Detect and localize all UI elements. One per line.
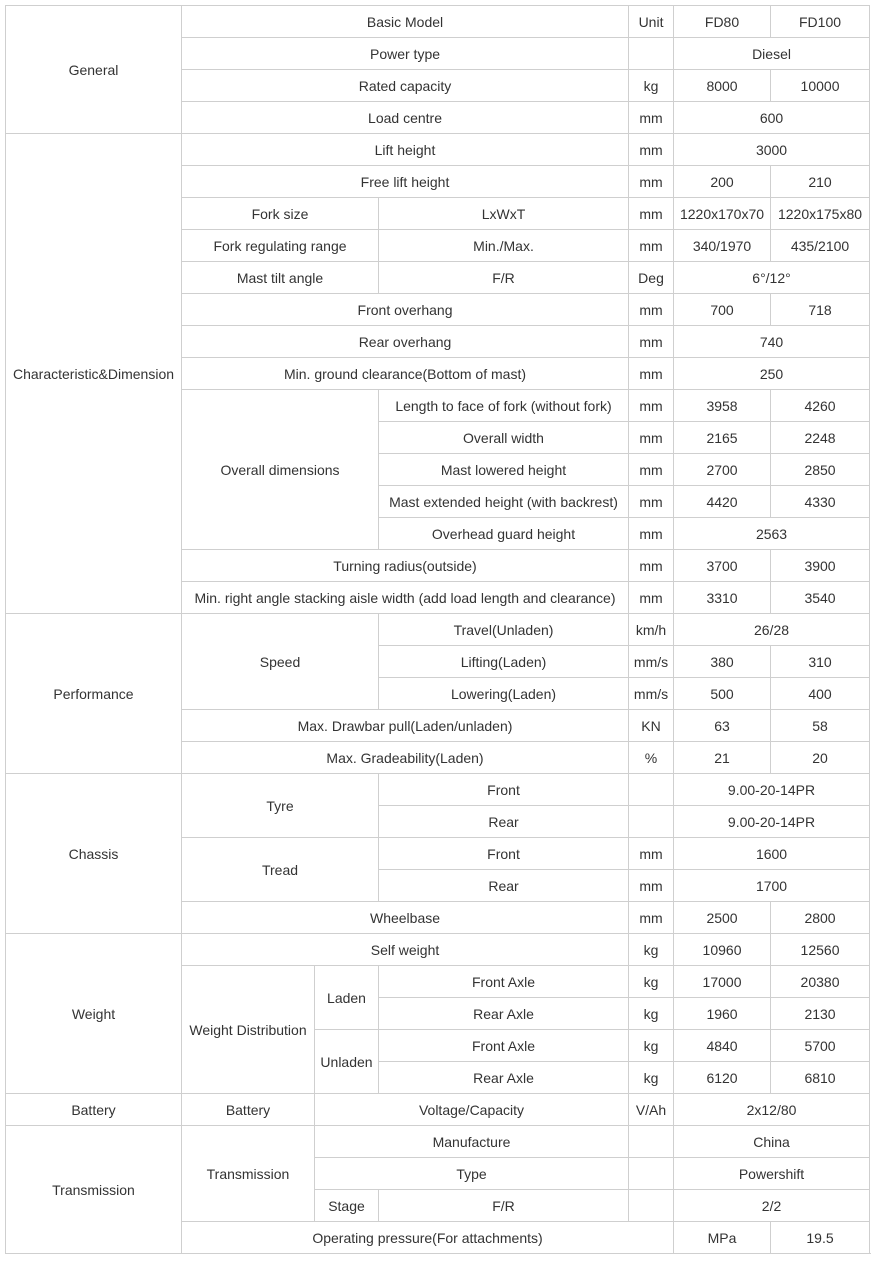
table-cell: 3700	[674, 550, 771, 582]
table-cell: mm	[629, 838, 674, 870]
table-cell: China	[674, 1126, 870, 1158]
table-cell: 310	[771, 646, 870, 678]
table-cell: 9.00-20-14PR	[674, 806, 870, 838]
table-cell: 2165	[674, 422, 771, 454]
table-cell: Transmission	[6, 1126, 182, 1254]
table-cell	[629, 806, 674, 838]
table-cell: 6°/12°	[674, 262, 870, 294]
table-cell: 2700	[674, 454, 771, 486]
table-cell: 4840	[674, 1030, 771, 1062]
table-cell: F/R	[379, 262, 629, 294]
table-cell: Tread	[182, 838, 379, 902]
table-cell: kg	[629, 934, 674, 966]
table-cell: 4330	[771, 486, 870, 518]
table-cell: 250	[674, 358, 870, 390]
table-cell: 600	[674, 102, 870, 134]
table-cell: General	[6, 6, 182, 134]
table-cell: Overall dimensions	[182, 390, 379, 550]
table-cell: 17000	[674, 966, 771, 998]
table-cell: Rear Axle	[379, 1062, 629, 1094]
table-cell: Mast tilt angle	[182, 262, 379, 294]
table-cell: Battery	[182, 1094, 315, 1126]
table-cell: mm/s	[629, 678, 674, 710]
table-cell: Min./Max.	[379, 230, 629, 262]
table-cell: Diesel	[674, 38, 870, 70]
table-cell: Lift height	[182, 134, 629, 166]
table-cell: Unladen	[315, 1030, 379, 1094]
table-cell: km/h	[629, 614, 674, 646]
table-row	[6, 614, 870, 646]
table-cell: Load centre	[182, 102, 629, 134]
table-cell: 1700	[674, 870, 870, 902]
table-cell: mm	[629, 550, 674, 582]
spec-table	[5, 5, 870, 1254]
table-cell: Front Axle	[379, 966, 629, 998]
table-cell: 4260	[771, 390, 870, 422]
table-cell: V/Ah	[629, 1094, 674, 1126]
table-row	[6, 774, 870, 806]
table-cell: Front Axle	[379, 1030, 629, 1062]
table-cell: 2500	[674, 902, 771, 934]
table-cell: Front overhang	[182, 294, 629, 326]
table-cell: Overhead guard height	[379, 518, 629, 550]
table-cell: FD80	[674, 6, 771, 38]
table-cell: Lifting(Laden)	[379, 646, 629, 678]
table-cell: Lowering(Laden)	[379, 678, 629, 710]
table-cell: 2x12/80	[674, 1094, 870, 1126]
table-cell: Wheelbase	[182, 902, 629, 934]
table-cell	[629, 38, 674, 70]
table-cell: FD100	[771, 6, 870, 38]
table-cell: Max. Drawbar pull(Laden/unladen)	[182, 710, 629, 742]
table-cell: 10960	[674, 934, 771, 966]
table-cell: 380	[674, 646, 771, 678]
table-cell: 718	[771, 294, 870, 326]
table-cell: Mast extended height (with backrest)	[379, 486, 629, 518]
table-cell: MPa	[674, 1222, 771, 1254]
table-cell	[629, 774, 674, 806]
table-cell: 4420	[674, 486, 771, 518]
table-cell: kg	[629, 998, 674, 1030]
table-cell: 2248	[771, 422, 870, 454]
table-cell: 2563	[674, 518, 870, 550]
table-cell: %	[629, 742, 674, 774]
table-cell: KN	[629, 710, 674, 742]
table-cell: 3900	[771, 550, 870, 582]
table-cell: 2/2	[674, 1190, 870, 1222]
table-cell: 58	[771, 710, 870, 742]
table-cell: 10000	[771, 70, 870, 102]
table-cell: F/R	[379, 1190, 629, 1222]
table-cell: 20380	[771, 966, 870, 998]
table-cell: mm	[629, 294, 674, 326]
table-cell: Length to face of fork (without fork)	[379, 390, 629, 422]
table-cell: Voltage/Capacity	[315, 1094, 629, 1126]
table-cell: 26/28	[674, 614, 870, 646]
table-cell	[629, 1190, 674, 1222]
table-cell: Mast lowered height	[379, 454, 629, 486]
table-cell: 740	[674, 326, 870, 358]
table-cell	[629, 1158, 674, 1190]
table-cell: Basic Model	[182, 6, 629, 38]
table-cell: 400	[771, 678, 870, 710]
table-cell: 3000	[674, 134, 870, 166]
table-cell: mm/s	[629, 646, 674, 678]
table-cell: 3958	[674, 390, 771, 422]
table-cell: kg	[629, 1062, 674, 1094]
table-cell: 2800	[771, 902, 870, 934]
table-cell: Turning radius(outside)	[182, 550, 629, 582]
table-cell: 435/2100	[771, 230, 870, 262]
table-cell: 9.00-20-14PR	[674, 774, 870, 806]
table-cell: 12560	[771, 934, 870, 966]
table-cell: Laden	[315, 966, 379, 1030]
table-cell: Rear Axle	[379, 998, 629, 1030]
table-cell: LxWxT	[379, 198, 629, 230]
table-cell: 3540	[771, 582, 870, 614]
table-cell: Rear	[379, 870, 629, 902]
table-cell: 20	[771, 742, 870, 774]
table-cell	[629, 1126, 674, 1158]
table-row	[6, 6, 870, 38]
table-cell: mm	[629, 422, 674, 454]
table-cell: Stage	[315, 1190, 379, 1222]
table-cell: Deg	[629, 262, 674, 294]
table-cell: 2130	[771, 998, 870, 1030]
table-cell: 21	[674, 742, 771, 774]
table-cell: Chassis	[6, 774, 182, 934]
table-cell: Operating pressure(For attachments)	[182, 1222, 674, 1254]
table-cell: Self weight	[182, 934, 629, 966]
table-cell: kg	[629, 70, 674, 102]
table-cell: Battery	[6, 1094, 182, 1126]
table-cell: Front	[379, 838, 629, 870]
table-cell: 700	[674, 294, 771, 326]
table-cell: 5700	[771, 1030, 870, 1062]
table-cell: Front	[379, 774, 629, 806]
table-cell: Manufacture	[315, 1126, 629, 1158]
table-cell: 500	[674, 678, 771, 710]
table-cell: mm	[629, 230, 674, 262]
table-cell: kg	[629, 1030, 674, 1062]
table-cell: Unit	[629, 6, 674, 38]
table-cell: 200	[674, 166, 771, 198]
table-cell: 340/1970	[674, 230, 771, 262]
table-cell: mm	[629, 902, 674, 934]
table-cell: mm	[629, 870, 674, 902]
table-cell: 6810	[771, 1062, 870, 1094]
table-cell: Max. Gradeability(Laden)	[182, 742, 629, 774]
table-cell: Weight	[6, 934, 182, 1094]
table-cell: 3310	[674, 582, 771, 614]
table-cell: Speed	[182, 614, 379, 710]
table-cell: Fork regulating range	[182, 230, 379, 262]
table-cell: Min. right angle stacking aisle width (add load length and clearance)	[182, 582, 629, 614]
table-cell: Fork size	[182, 198, 379, 230]
table-cell: 1960	[674, 998, 771, 1030]
table-cell: Characteristic&Dimension	[6, 134, 182, 614]
table-row	[6, 1126, 870, 1158]
table-cell: mm	[629, 358, 674, 390]
table-cell: Performance	[6, 614, 182, 774]
table-cell: 6120	[674, 1062, 771, 1094]
table-cell: mm	[629, 166, 674, 198]
table-cell: 2850	[771, 454, 870, 486]
table-cell: Rear	[379, 806, 629, 838]
table-cell: kg	[629, 966, 674, 998]
table-cell: Powershift	[674, 1158, 870, 1190]
table-cell: Transmission	[182, 1126, 315, 1222]
table-cell: 1600	[674, 838, 870, 870]
table-cell: 19.5	[771, 1222, 870, 1254]
table-cell: Travel(Unladen)	[379, 614, 629, 646]
table-cell: Tyre	[182, 774, 379, 838]
table-cell: mm	[629, 326, 674, 358]
spec-table-body	[6, 6, 870, 1254]
table-cell: mm	[629, 454, 674, 486]
table-row	[6, 934, 870, 966]
table-cell: 8000	[674, 70, 771, 102]
table-cell: mm	[629, 102, 674, 134]
table-cell: mm	[629, 198, 674, 230]
table-cell: Type	[315, 1158, 629, 1190]
table-cell: 1220x175x80	[771, 198, 870, 230]
table-cell: mm	[629, 582, 674, 614]
table-cell: 63	[674, 710, 771, 742]
table-cell: Weight Distribution	[182, 966, 315, 1094]
table-cell: Min. ground clearance(Bottom of mast)	[182, 358, 629, 390]
table-cell: 1220x170x70	[674, 198, 771, 230]
table-cell: mm	[629, 134, 674, 166]
table-cell: Rated capacity	[182, 70, 629, 102]
table-cell: mm	[629, 518, 674, 550]
table-row	[6, 1094, 870, 1126]
table-row	[6, 134, 870, 166]
table-cell: Free lift height	[182, 166, 629, 198]
table-cell: 210	[771, 166, 870, 198]
table-cell: mm	[629, 390, 674, 422]
table-cell: Power type	[182, 38, 629, 70]
table-cell: Rear overhang	[182, 326, 629, 358]
table-cell: Overall width	[379, 422, 629, 454]
table-cell: mm	[629, 486, 674, 518]
